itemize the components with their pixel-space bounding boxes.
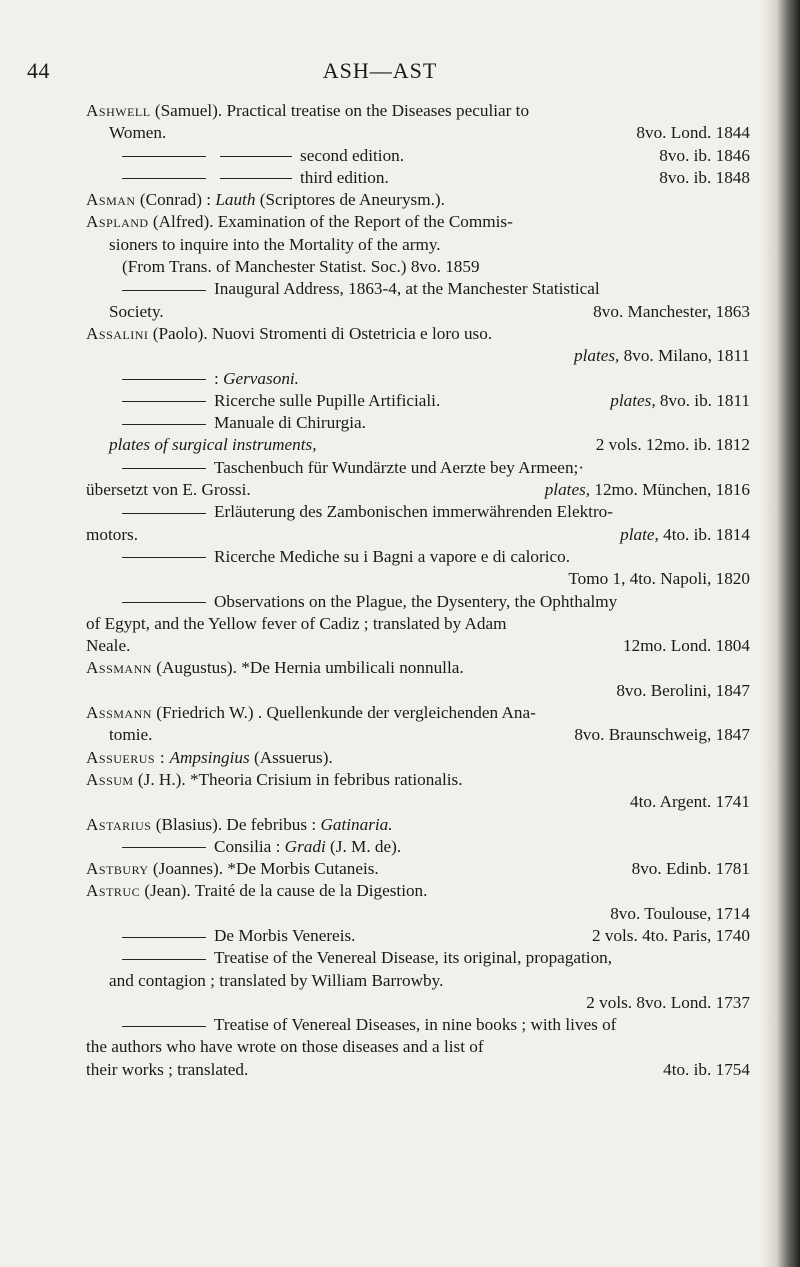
ditto-dash bbox=[220, 156, 292, 157]
ditto-dash bbox=[122, 557, 206, 558]
imprint: 2 vols. 12mo. ib. 1812 bbox=[595, 435, 750, 455]
work-title: *Theoria Crisium in febribus rationalis. bbox=[189, 769, 463, 789]
author-name: Asman bbox=[86, 190, 136, 210]
ditto-dash bbox=[122, 178, 206, 179]
imprint: 12mo. München, 1816 bbox=[594, 480, 750, 500]
ditto-dash bbox=[122, 424, 206, 425]
imprint: 4to. ib. 1754 bbox=[663, 1059, 750, 1079]
work-title: *De Morbis Cutaneis. bbox=[227, 859, 379, 879]
ditto-dash bbox=[122, 513, 206, 514]
work-title: De febribus : bbox=[226, 814, 317, 834]
entry-aspland: Aspland (Alfred). Examination of the Report of the Commis- sioners to inquire into the Mortality of the army. (From Trans. of Manchester Statist. Soc.) 8vo. 1859 Inaugural Address, 1863-4, at the Manchester Statistical Society. 8vo. Manchester, 1863 bbox=[86, 211, 750, 322]
imprint: 8vo. Manchester, 1863 bbox=[593, 301, 750, 321]
author-name: Assuerus : bbox=[86, 747, 166, 767]
author-name: Ashwell bbox=[86, 101, 151, 120]
cross-reference: Gradi bbox=[284, 836, 326, 856]
page-number: 44 bbox=[27, 58, 50, 83]
cross-reference: Ampsingius bbox=[169, 747, 250, 767]
work-title: Examination of the Report of the Commis- bbox=[217, 212, 513, 232]
work-title: *De Hernia umbilicali nonnulla. bbox=[241, 658, 464, 678]
cross-reference: Lauth bbox=[215, 190, 256, 210]
entry-assmann-friedrich: Assmann (Friedrich W.) . Quellenkunde der vergleichenden Ana- tomie. 8vo. Braunschweig, 1847 bbox=[86, 702, 750, 747]
work-title: Practical treatise on the Diseases peculiar to bbox=[226, 101, 530, 120]
imprint: 8vo. Lond. 1844 bbox=[636, 123, 750, 143]
imprint: 8vo. Berolini, 1847 bbox=[616, 680, 750, 700]
entry-assalini: Assalini (Paolo). Nuovi Stromenti di Ostetricia e loro uso. plates, 8vo. Milano, 1811 : Gervasoni. Ricerche sulle Pupille Artificiali. plates, 8vo. ib. 1811 Manuale di Chirurgia. plates of surgical instruments, 2 vols. 12mo. ib. 1812 Taschenbuch für Wundärzte und Aerzte bey Armeen;· übersetzt von E. Grossi. plates, 12mo. München, 1816 Erläuterung des Zambonischen immerwährenden Elektro- motors. plate, 4to. ib. 1814 Ricerche Mediche su i Bagni a vapore e di calorico. Tomo 1, 4to. Napoli, 1820 Observations on the Plague, the Dysentery, the Ophthalmy of Egypt, and the Yellow fever of Cadiz ; translated by Adam Neale. 12mo. Lond. 1804 bbox=[86, 323, 750, 657]
ditto-dash bbox=[122, 290, 206, 291]
author-name: Assum bbox=[86, 769, 134, 789]
cross-reference: Gervasoni. bbox=[223, 368, 299, 388]
author-name: Assalini bbox=[86, 323, 149, 343]
author-name: Aspland bbox=[86, 212, 149, 232]
ditto-dash bbox=[122, 959, 206, 960]
imprint: 12mo. Lond. 1804 bbox=[623, 636, 750, 656]
author-name: Astruc bbox=[86, 881, 141, 901]
imprint: 8vo. ib. 1848 bbox=[659, 167, 750, 187]
imprint: Tomo 1, 4to. Napoli, 1820 bbox=[568, 569, 750, 589]
imprint: 2 vols. 4to. Paris, 1740 bbox=[591, 925, 750, 945]
ditto-dash bbox=[122, 847, 206, 848]
cross-reference: Gatinaria. bbox=[320, 814, 393, 834]
work-title: Traité de la cause de la Digestion. bbox=[194, 881, 428, 901]
work-title: Quellenkunde der vergleichenden Ana- bbox=[266, 703, 536, 723]
ditto-dash bbox=[122, 468, 206, 469]
imprint: 8vo. ib. 1811 bbox=[659, 390, 750, 410]
work-title: Nuovi Stromenti di Ostetricia e loro uso. bbox=[211, 323, 493, 343]
imprint: 8vo. Milano, 1811 bbox=[623, 346, 750, 366]
entry-asman: Asman (Conrad) : Lauth (Scriptores de Aneurysm.). bbox=[86, 190, 445, 210]
author-name: Assmann bbox=[86, 703, 152, 723]
catalogue-entries bbox=[86, 100, 750, 1081]
ditto-dash bbox=[122, 156, 206, 157]
entry-assuerus: Assuerus : Ampsingius (Assuerus). bbox=[86, 747, 333, 767]
author-name: Astarius bbox=[86, 814, 152, 834]
imprint: 8vo. Edinb. 1781 bbox=[631, 859, 750, 879]
imprint: 8vo. ib. 1846 bbox=[659, 145, 750, 165]
imprint: 2 vols. 8vo. Lond. 1737 bbox=[586, 992, 750, 1012]
entry-astarius: Astarius (Blasius). De febribus : Gatinaria. Consilia : Gradi (J. M. de). bbox=[86, 814, 402, 856]
author-name: Assmann bbox=[86, 658, 152, 678]
entry-astruc: Astruc (Jean). Traité de la cause de la Digestion. 8vo. Toulouse, 1714 De Morbis Venereis. 2 vols. 4to. Paris, 1740 Treatise of the Venereal Disease, its original, propagation, and contagion ; translated by William Barrowby. 2 vols. 8vo. Lond. 1737 Treatise of Venereal Diseases, in nine books ; with lives of the authors who have wrote on those diseases and a list of their works ; translated. 4to. ib. 1754 bbox=[86, 880, 750, 1081]
ditto-dash bbox=[122, 401, 206, 402]
book-spine-shadow bbox=[760, 0, 800, 1267]
entry-assum: Assum (J. H.). *Theoria Crisium in febribus rationalis. 4to. Argent. 1741 bbox=[86, 769, 750, 814]
entry-astbury: Astbury (Joannes). *De Morbis Cutaneis. 8vo. Edinb. 1781 bbox=[86, 858, 750, 880]
ditto-dash bbox=[122, 937, 206, 938]
ditto-dash bbox=[122, 1026, 206, 1027]
imprint: 8vo. Braunschweig, 1847 bbox=[574, 725, 750, 745]
imprint: 8vo. Toulouse, 1714 bbox=[610, 903, 750, 923]
imprint: 4to. Argent. 1741 bbox=[630, 792, 750, 812]
entry-ashwell: Ashwell (Samuel). Practical treatise on the Diseases peculiar to Women. 8vo. Lond. 1844 second edition. 8vo. ib. 1846 third edition. 8vo. ib. 1848 bbox=[86, 100, 750, 189]
ditto-dash bbox=[220, 178, 292, 179]
imprint: 4to. ib. 1814 bbox=[663, 524, 750, 544]
ditto-dash bbox=[122, 602, 206, 603]
ditto-dash bbox=[122, 379, 206, 380]
page-header bbox=[0, 58, 760, 88]
entry-assmann-augustus: Assmann (Augustus). *De Hernia umbilicali nonnulla. 8vo. Berolini, 1847 bbox=[86, 657, 750, 702]
running-head: ASH—AST bbox=[322, 58, 438, 83]
author-name: Astbury bbox=[86, 859, 149, 879]
